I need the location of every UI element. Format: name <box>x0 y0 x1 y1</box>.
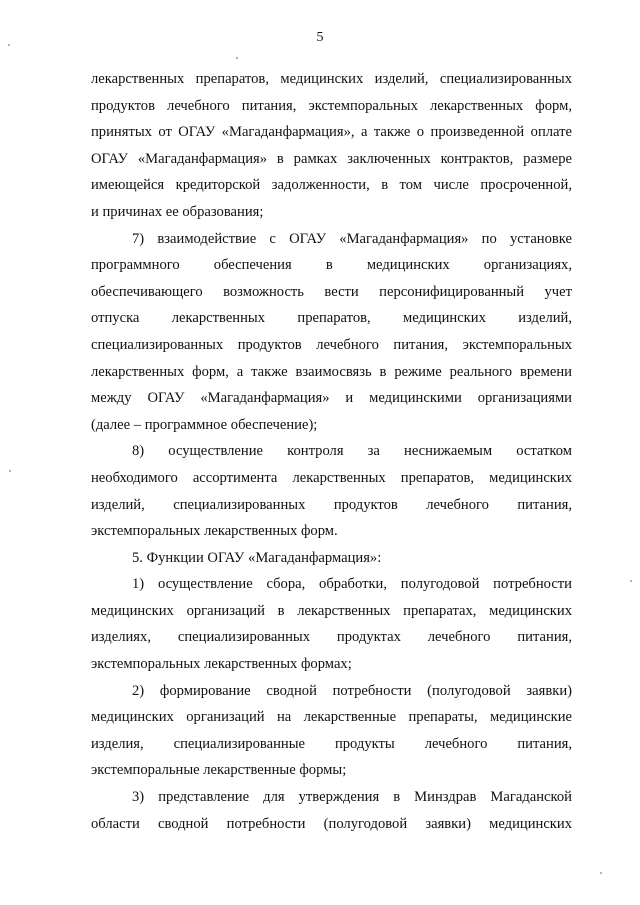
text-line: изделиях, специализированных продуктах лечебного питания, <box>91 629 572 646</box>
text-line: экстемпоральные лекарственные формы; <box>91 762 347 779</box>
text-line: 3) представление для утверждения в Минздрав Магаданской <box>132 789 572 806</box>
text-line: (далее – программное обеспечение); <box>91 416 318 433</box>
list-item-7 <box>91 226 572 439</box>
list-item-1 <box>91 571 572 677</box>
text-line: лекарственных препаратов, медицинских изделий, специализированных <box>91 71 572 87</box>
scan-speck <box>9 470 11 472</box>
text-line: 8) осуществление контроля за неснижаемым остатком <box>132 443 572 460</box>
text-line: обеспечивающего возможность вести персонифицированный учет <box>91 283 572 300</box>
text-line: медицинских организаций в лекарственных препаратах, медицинских <box>91 602 572 619</box>
text-line: медицинских организаций на лекарственные препараты, медицинские <box>91 709 572 726</box>
text-line: области сводной потребности (полугодовой заявки) медицинских <box>91 815 572 832</box>
text-line: необходимого ассортимента лекарственных препаратов, медицинских <box>91 469 572 486</box>
text-line: изделий, специализированных продуктов лечебного питания, <box>91 496 572 513</box>
document-body <box>91 66 572 837</box>
scan-speck <box>236 57 238 59</box>
scan-speck <box>8 44 10 46</box>
list-item-3 <box>91 784 572 837</box>
text-line: 7) взаимодействие с ОГАУ «Магаданфармация» по установке <box>132 230 572 247</box>
text-line: отпуска лекарственных препаратов, медицинских изделий, <box>91 310 572 327</box>
text-line: лекарственных форм, а также взаимосвязь в режиме реального времени <box>91 363 572 380</box>
text-line: специализированных продуктов лечебного питания, экстемпоральных <box>91 336 572 353</box>
text-line: между ОГАУ «Магаданфармация» и медицинскими организациями <box>91 390 572 407</box>
page-number: 5 <box>316 30 324 45</box>
text-line: изделия, специализированные продукты лечебного питания, <box>91 735 572 752</box>
text-line: ОГАУ «Магаданфармация» в рамках заключенных контрактов, размере <box>91 150 572 167</box>
text-line: программного обеспечения в медицинских организациях, <box>91 257 572 274</box>
section-heading-text: 5. Функции ОГАУ «Магаданфармация»: <box>132 549 382 566</box>
text-line: экстемпоральных лекарственных форм. <box>91 523 338 540</box>
list-item-8 <box>91 438 572 544</box>
text-line: продуктов лечебного питания, экстемпоральных лекарственных форм, <box>91 97 572 114</box>
text-line: и причинах ее образования; <box>91 203 264 220</box>
paragraph-continuation <box>91 66 572 226</box>
text-line: принятых от ОГАУ «Магаданфармация», а также о произведенной оплате <box>91 124 572 141</box>
text-line: экстемпоральных лекарственных формах; <box>91 656 352 673</box>
text-line: 1) осуществление сбора, обработки, полугодовой потребности <box>132 576 572 593</box>
text-line: 2) формирование сводной потребности (полугодовой заявки) <box>132 682 572 699</box>
scan-speck <box>600 872 602 874</box>
section-heading <box>91 545 572 572</box>
text-line: имеющейся кредиторской задолженности, в том числе просроченной, <box>91 177 572 194</box>
scan-speck <box>630 580 632 582</box>
list-item-2 <box>91 678 572 784</box>
